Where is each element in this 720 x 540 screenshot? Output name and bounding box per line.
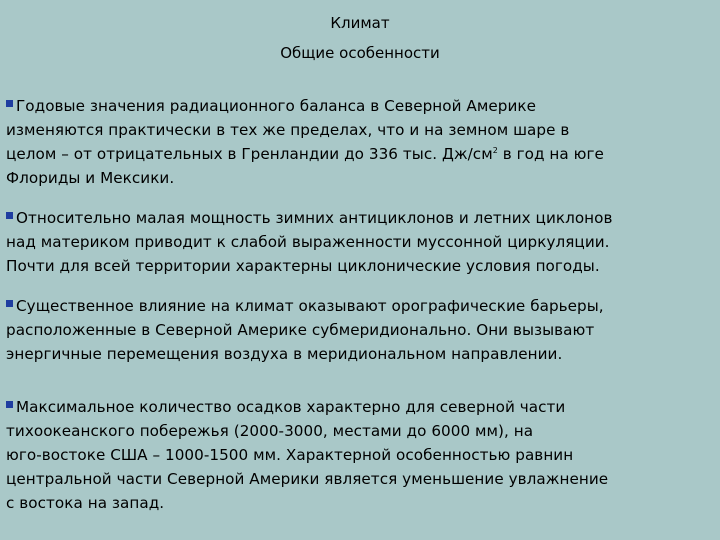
bullet-text-line: изменяются практически в тех же пределах, что и на земном шаре в	[6, 121, 570, 139]
bullet-text-line: расположенные в Северной Америке субмеридионально. Они вызывают	[6, 321, 595, 339]
bullet-text-line: Почти для всей территории характерны циклонические условия погоды.	[6, 257, 600, 275]
bullet-text-line: тихоокеанского побережья (2000-3000, местами до 6000 мм), на	[6, 422, 534, 440]
bullet-text-line: в год на юге	[497, 145, 604, 163]
bullet-text-line: центральной части Северной Америки является уменьшение увлажнение	[6, 470, 609, 488]
superscript-2: 2	[492, 146, 498, 155]
square-bullet-icon	[6, 212, 13, 219]
bullet-text-line: над материком приводит к слабой выраженности муссонной циркуляции.	[6, 233, 610, 251]
square-bullet-icon	[6, 300, 13, 307]
bullet-text-line: Годовые значения радиационного баланса в Северной Америке	[16, 97, 536, 115]
slide-title: Климат	[330, 14, 390, 32]
bullet-text-line: юго-востоке США – 1000-1500 мм. Характерной особенностью равнин	[6, 446, 574, 464]
bullet-text-line: Максимальное количество осадков характерно для северной части	[16, 398, 566, 416]
bullet-text-line: целом – от отрицательных в Гренландии до 336 тыс. Дж/см	[6, 145, 493, 163]
bullet-text-line: Флориды и Мексики.	[6, 169, 175, 187]
square-bullet-icon	[6, 100, 13, 107]
slide-subtitle: Общие особенности	[280, 44, 440, 62]
bullet-text-line: энергичные перемещения воздуха в меридиональном направлении.	[6, 345, 563, 363]
bullet-radiation-balance	[6, 94, 712, 190]
bullet-text-line: Существенное влияние на климат оказывают орографические барьеры,	[16, 297, 604, 315]
bullet-text-line: Относительно малая мощность зимних антициклонов и летних циклонов	[16, 209, 613, 227]
bullet-text-line: с востока на запад.	[6, 494, 165, 512]
bullet-precipitation	[6, 395, 712, 515]
square-bullet-icon	[6, 401, 13, 408]
bullet-orographic-barriers	[6, 294, 712, 366]
bullet-cyclones	[6, 206, 712, 278]
